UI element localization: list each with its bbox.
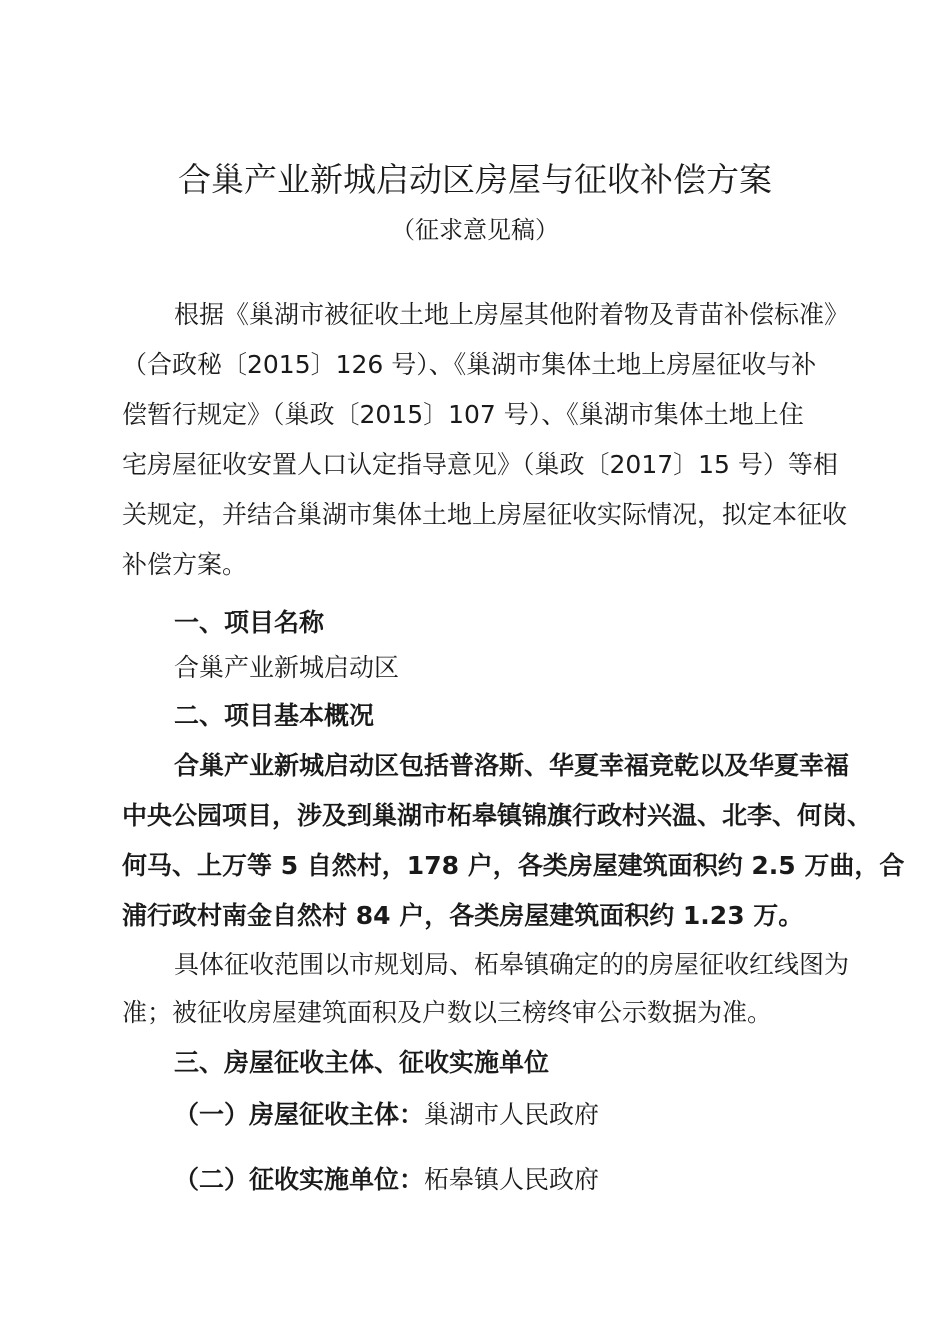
intro-line-5: 关规定，并结合巢湖市集体土地上房屋征收实际情况，拟定本征收 bbox=[122, 500, 848, 529]
section-2-bold-line-4: 浦行政村南金自然村 84 户，各类房屋建筑面积约 1.23 万。 bbox=[122, 901, 804, 930]
section-3-item-1 bbox=[174, 1098, 599, 1132]
section-2-bold-line-3: 何马、上万等 5 自然村，178 户，各类房屋建筑面积约 2.5 万曲，合 bbox=[122, 851, 905, 880]
intro-line-2: （合政秘〔2015〕126 号）、《巢湖市集体土地上房屋征收与补 bbox=[122, 350, 817, 379]
document-title: 合巢产业新城启动区房屋与征收补偿方案 bbox=[178, 160, 772, 199]
document-subtitle: （征求意见稿） bbox=[391, 216, 559, 244]
section-2-heading: 二、项目基本概况 bbox=[174, 701, 375, 730]
section-2-bold-line-2: 中央公园项目，涉及到巢湖市柘皋镇锦旗行政村兴温、北李、何岗、 bbox=[122, 801, 873, 830]
section-3-item-2-value: 柘皋镇人民政府 bbox=[424, 1165, 600, 1194]
intro-line-4: 宅房屋征收安置人口认定指导意见》（巢政〔2017〕15 号）等相 bbox=[122, 450, 838, 479]
section-3-item-2-label: （二）征收实施单位： bbox=[174, 1165, 425, 1194]
section-1-content: 合巢产业新城启动区 bbox=[174, 653, 400, 682]
section-3-item-1-label: （一）房屋征收主体： bbox=[174, 1100, 425, 1129]
section-1-heading: 一、项目名称 bbox=[174, 608, 325, 637]
section-2-bold-line-1: 合巢产业新城启动区包括普洛斯、华夏幸福竞乾以及华夏幸福 bbox=[174, 751, 850, 780]
section-3-item-1-value: 巢湖市人民政府 bbox=[424, 1100, 600, 1129]
section-3-item-2 bbox=[174, 1163, 599, 1197]
section-2-normal-line-2: 准；被征收房屋建筑面积及户数以三榜终审公示数据为准。 bbox=[122, 998, 773, 1027]
intro-line-1: 根据《巢湖市被征收土地上房屋其他附着物及青苗补偿标准》 bbox=[174, 300, 850, 329]
section-3-heading: 三、房屋征收主体、征收实施单位 bbox=[174, 1048, 550, 1077]
intro-line-3: 偿暂行规定》（巢政〔2015〕107 号）、《巢湖市集体土地上住 bbox=[122, 400, 804, 429]
intro-line-6: 补偿方案。 bbox=[122, 550, 248, 579]
section-2-normal-line-1: 具体征收范围以市规划局、柘皋镇确定的的房屋征收红线图为 bbox=[174, 950, 850, 979]
